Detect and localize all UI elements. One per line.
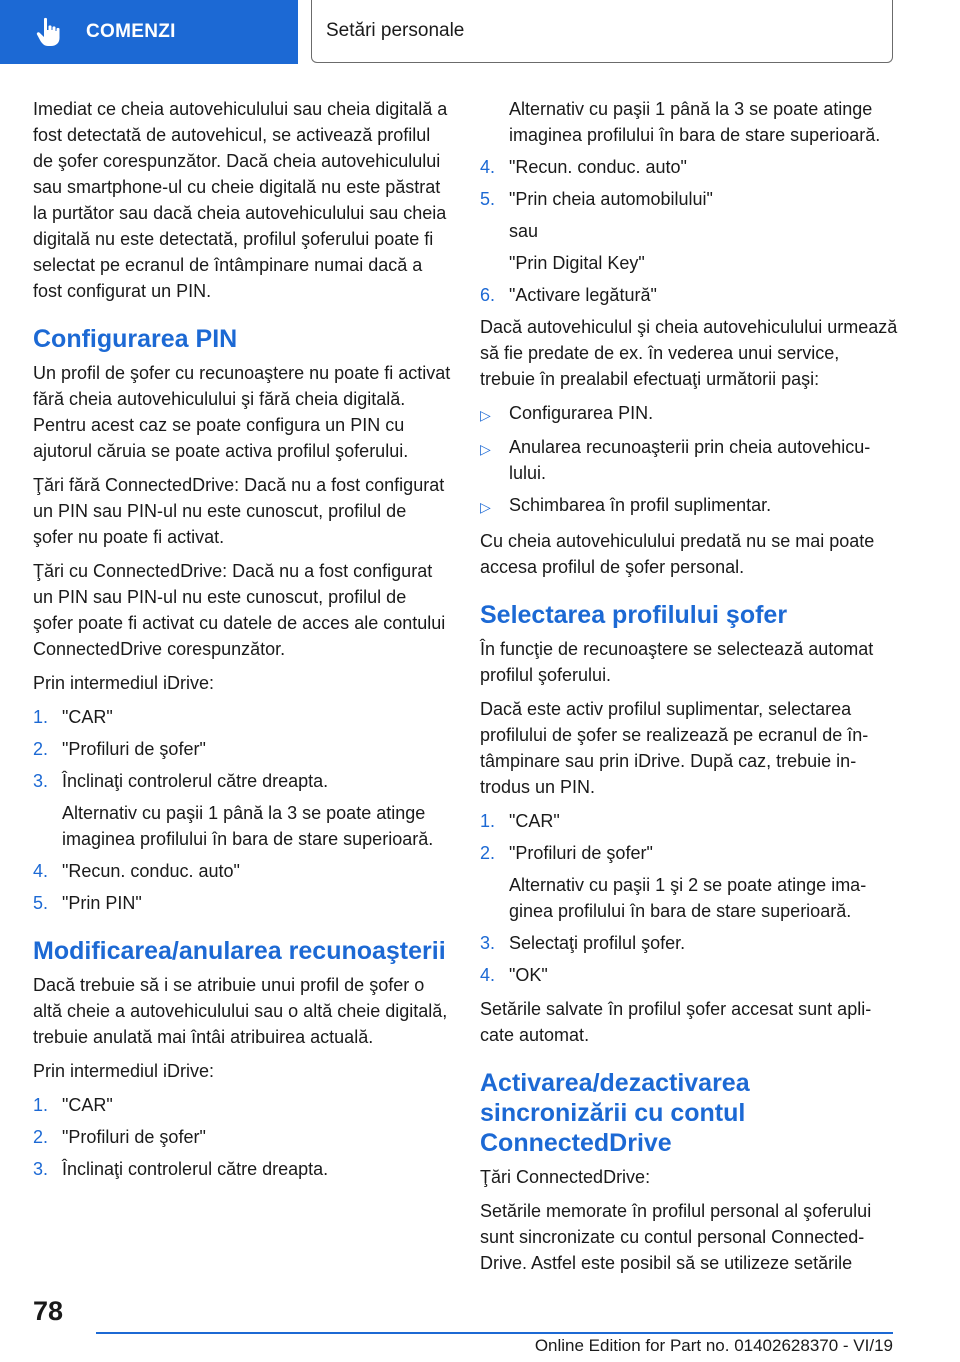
chapter-tab[interactable] (0, 0, 298, 64)
list-item (33, 1092, 451, 1118)
step-number: 3. (33, 771, 49, 791)
step-number: 4. (480, 965, 496, 985)
heading-modificarea-anularea: Modificarea/anularea recunoaşterii (33, 937, 446, 965)
paragraph: Cu cheia autovehiculului predată nu se mai poate accesa profilul de şofer personal. (480, 531, 875, 577)
list-item (480, 400, 898, 428)
edition-info: Online Edition for Part no. 01402628370 - VI/19 (534, 1336, 893, 1355)
step-number: 5. (33, 893, 49, 913)
step-number: 1. (33, 1095, 49, 1115)
step-number: 3. (33, 1159, 49, 1179)
step-text: "Prin cheia automobilului" (509, 189, 713, 209)
step-text: "Profiluri de şofer" (62, 1127, 206, 1147)
step-number: 2. (480, 843, 496, 863)
step-text: Înclinaţi controlerul către dreapta. (62, 1159, 329, 1179)
paragraph: Un profil de şofer cu recunoaştere nu poate fi activat fără cheia autovehiculului şi fără cheia digitală. Pentru acest caz se poate configura un PIN cu ajutorul căruia se poate activa profilul şoferului. (33, 363, 451, 461)
right-column (480, 96, 898, 1284)
left-column (33, 96, 451, 1190)
list-item (33, 858, 451, 884)
list-item (480, 840, 898, 866)
paragraph: Ţări cu ConnectedDrive: Dacă nu a fost configurat un PIN sau PIN-ul nu este cunoscut, profilul de şofer poate fi activat cu datele de acces ale contului ConnectedDrive corespunzător. (33, 561, 446, 659)
paragraph: Ţări fără ConnectedDrive: Dacă nu a fost configurat un PIN sau PIN-ul nu este cunoscut, profilul de şofer nu poate fi activat. (33, 475, 445, 547)
step-text: "Recun. conduc. auto" (62, 861, 240, 881)
paragraph: Dacă este activ profilul suplimentar, selectarea profilului de şofer se realizează pe ecranul de întâmpinare sau prin iDrive. După caz, trebuie introdus un PIN. (480, 699, 869, 797)
list-item (480, 186, 898, 212)
step-note: Alternativ cu paşii 1 până la 3 se poate atinge imaginea profilului în bara de stare superioară. (509, 99, 881, 145)
paragraph: Dacă autovehiculul şi cheia autovehiculului urmează să fie predate de ex. în vederea unui service, trebuie în prealabil efectuaţi următorii paşi: (480, 317, 898, 389)
step-text: "OK" (509, 965, 548, 985)
bullet-list (480, 400, 898, 520)
list-item (480, 962, 898, 988)
bullet-text: Schimbarea în profil suplimentar. (509, 495, 772, 515)
step-text: "Prin PIN" (62, 893, 142, 913)
heading-activarea-sincronizarii: Activarea/dezactivarea sincronizării cu contul ConnectedDrive (480, 1069, 750, 1157)
step-text: Înclinaţi controlerul către dreapta. (62, 771, 329, 791)
step-number: 5. (480, 189, 496, 209)
section-tab[interactable] (311, 0, 893, 63)
step-note: sau (509, 221, 539, 241)
step-number: 3. (480, 933, 496, 953)
triangle-right-icon: ▷ (480, 499, 491, 515)
paragraph: Setările salvate în profilul şofer accesat sunt aplicate automat. (480, 999, 872, 1045)
step-number: 6. (480, 285, 496, 305)
step-number: 1. (480, 811, 496, 831)
heading-configurarea-pin: Configurarea PIN (33, 325, 238, 353)
step-text: "Profiluri de şofer" (62, 739, 206, 759)
step-text: "Profiluri de şofer" (509, 843, 653, 863)
step-text: "Activare legătură" (509, 285, 657, 305)
paragraph: Setările memorate în profilul personal al şoferului sunt sincronizate cu contul personal ConnectedDrive. Astfel este posibil să se utilizeze setările (480, 1201, 872, 1273)
hand-pointer-icon (36, 12, 80, 52)
step-number: 2. (33, 739, 49, 759)
paragraph: Prin intermediul iDrive: (33, 673, 215, 693)
steps-list (33, 1092, 451, 1182)
list-item (480, 808, 898, 834)
list-item (480, 492, 898, 520)
step-text: "CAR" (62, 707, 113, 727)
paragraph: Ţări ConnectedDrive: (480, 1167, 651, 1187)
list-item (33, 768, 451, 794)
list-item (33, 1124, 451, 1150)
step-text: "CAR" (62, 1095, 113, 1115)
bullet-text: Configurarea PIN. (509, 403, 654, 423)
chapter-label: COMENZI (86, 21, 176, 42)
list-item (33, 1156, 451, 1182)
list-item (33, 736, 451, 762)
paragraph: Imediat ce cheia autovehiculului sau cheia digitală a fost detectată de autovehicul, se activează profilul de şofer corespunzător. Dacă cheia autovehiculului sau smartphone-ul cu cheie digitală nu este păstrat la purtător sau dacă cheia autovehiculului sau cheia digitală nu este detectată, profilul şoferului poate fi selectat pe ecranul de întâmpinare numai dacă a fost configurat un PIN. (33, 99, 448, 301)
list-item (480, 434, 898, 486)
triangle-right-icon: ▷ (480, 407, 491, 423)
triangle-right-icon: ▷ (480, 441, 491, 457)
step-note: Alternativ cu paşii 1 şi 2 se poate atinge imaginea profilului în bara de stare superioară. (509, 875, 867, 921)
list-item (480, 282, 898, 308)
list-item (33, 890, 451, 916)
heading-selectarea-profilului: Selectarea profilului şofer (480, 601, 788, 629)
footer-divider (96, 1332, 893, 1334)
step-number: 4. (480, 157, 496, 177)
list-item (480, 930, 898, 956)
step-number: 4. (33, 861, 49, 881)
step-number: 2. (33, 1127, 49, 1147)
section-title: Setări personale (326, 20, 465, 41)
paragraph: În funcţie de recunoaştere se selectează automat profilul şoferului. (480, 639, 874, 685)
paragraph: Dacă trebuie să i se atribuie unui profil de şofer o altă cheie a autovehiculului sau o altă cheie digitală, trebuie anulată mai întâi atribuirea actuală. (33, 975, 448, 1047)
step-text: Selectaţi profilul şofer. (509, 933, 686, 953)
step-text: "CAR" (509, 811, 560, 831)
bullet-text: Anularea recunoaşterii prin cheia autovehiculului. (509, 437, 871, 483)
list-item (33, 704, 451, 730)
steps-list (480, 808, 898, 988)
step-note: "Prin Digital Key" (509, 253, 645, 273)
paragraph: Prin intermediul iDrive: (33, 1061, 215, 1081)
list-item (480, 154, 898, 180)
step-number: 1. (33, 707, 49, 727)
steps-list (33, 704, 451, 916)
step-note: Alternativ cu paşii 1 până la 3 se poate atinge imaginea profilului în bara de stare superioară. (62, 803, 434, 849)
step-text: "Recun. conduc. auto" (509, 157, 687, 177)
page-number: 78 (33, 1296, 64, 1326)
